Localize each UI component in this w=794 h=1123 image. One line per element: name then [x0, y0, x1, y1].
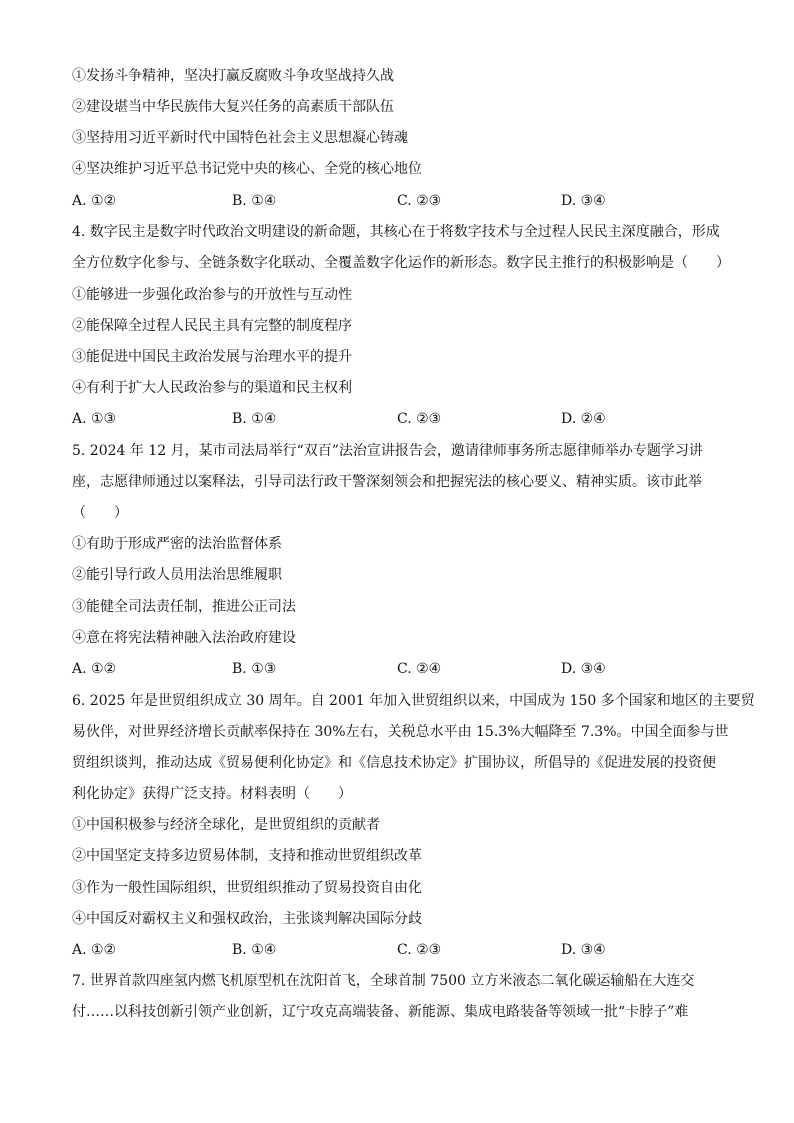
q6-statement-3: ③作为一般性国际组织，世贸组织推动了贸易投资自由化 [72, 880, 422, 896]
q5-option-c: C. ②④ [397, 661, 442, 677]
q3-option-a: A. ①② [72, 193, 117, 209]
q6-statement-2: ②中国坚定支持多边贸易体制，支持和推动世贸组织改革 [72, 848, 422, 864]
q4-option-a: A. ①③ [72, 411, 117, 427]
q6-stem-line-1: 6. 2025 年是世贸组织成立 30 周年。自 2001 年加入世贸组织以来，中国成为 150 多个国家和地区的主要贸 [72, 693, 755, 709]
q4-stem-line-1: 4. 数字民主是数字时代政治文明建设的新命题，其核心在于将数字技术与全过程人民民主深度融合，形成 [72, 224, 720, 240]
q4-statement-3: ③能促进中国民主政治发展与治理水平的提升 [72, 349, 352, 365]
q4-options [72, 409, 732, 429]
q4-option-d: D. ②④ [561, 411, 606, 427]
q6-stem-line-3: 贸组织谈判，推动达成《贸易便利化协定》和《信息技术协定》扩围协议，所倡导的《促进发展的投资便 [72, 755, 716, 771]
q3-option-c: C. ②③ [397, 193, 442, 209]
q6-stem-line-2: 易伙伴，对世界经济增长贡献率保持在 30%左右，关税总水平由 15.3%大幅降至 7.3%。中国全面参与世 [72, 724, 729, 740]
q6-stem-line-4: 利化协定》获得广泛支持。材料表明（ ） [72, 786, 352, 802]
q3-statement-2: ②建设堪当中华民族伟大复兴任务的高素质干部队伍 [72, 99, 394, 115]
q4-option-b: B. ①④ [232, 411, 277, 427]
q6-option-b: B. ①④ [232, 942, 277, 958]
q5-stem-line-2: 座，志愿律师通过以案释法，引导司法行政干警深刻领会和把握宪法的核心要义、精神实质。该市此举 [72, 474, 702, 490]
q5-option-a: A. ①② [72, 661, 117, 677]
q5-statement-1: ①有助于形成严密的法治监督体系 [72, 536, 282, 552]
q6-statement-1: ①中国积极参与经济全球化，是世贸组织的贡献者 [72, 817, 380, 833]
q4-stem-line-2: 全方位数字化参与、全链条数字化联动、全覆盖数字化运作的新形态。数字民主推行的积极影响是（ ） [72, 255, 730, 271]
q6-option-c: C. ②③ [397, 942, 442, 958]
q6-option-d: D. ③④ [561, 942, 606, 958]
q3-options [72, 191, 732, 211]
q5-statement-3: ③能健全司法责任制，推进公正司法 [72, 599, 296, 615]
q7-stem-line-1: 7. 世界首款四座氢内燃飞机原型机在沈阳首飞，全球首制 7500 立方米液态二氧化碳运输船在大连交 [72, 973, 695, 989]
q5-option-d: D. ③④ [561, 661, 606, 677]
q3-option-d: D. ③④ [561, 193, 606, 209]
q4-statement-2: ②能保障全过程人民民主具有完整的制度程序 [72, 318, 352, 334]
q5-stem-line-1: 5. 2024 年 12 月，某市司法局举行“双百”法治宣讲报告会，邀请律师事务所志愿律师举办专题学习讲 [72, 443, 703, 459]
q4-option-c: C. ②③ [397, 411, 442, 427]
q4-statement-1: ①能够进一步强化政治参与的开放性与互动性 [72, 287, 352, 303]
q5-statement-4: ④意在将宪法精神融入法治政府建设 [72, 630, 296, 646]
q5-stem-line-3: （ ） [72, 505, 128, 521]
q3-statement-4: ④坚决维护习近平总书记党中央的核心、全党的核心地位 [72, 161, 422, 177]
q6-option-a: A. ①② [72, 942, 117, 958]
q5-option-b: B. ①③ [232, 661, 277, 677]
q6-options [72, 940, 732, 960]
q5-options [72, 659, 732, 679]
q7-stem-line-2: 付……以科技创新引领产业创新，辽宁攻克高端装备、新能源、集成电路装备等领域一批“卡脖子”难 [72, 1004, 689, 1020]
q3-option-b: B. ①④ [232, 193, 277, 209]
q4-statement-4: ④有利于扩大人民政治参与的渠道和民主权利 [72, 380, 352, 396]
q3-statement-1: ①发扬斗争精神，坚决打赢反腐败斗争攻坚战持久战 [72, 68, 394, 84]
q5-statement-2: ②能引导行政人员用法治思维履职 [72, 567, 282, 583]
q3-statement-3: ③坚持用习近平新时代中国特色社会主义思想凝心铸魂 [72, 130, 408, 146]
q6-statement-4: ④中国反对霸权主义和强权政治，主张谈判解决国际分歧 [72, 911, 422, 927]
